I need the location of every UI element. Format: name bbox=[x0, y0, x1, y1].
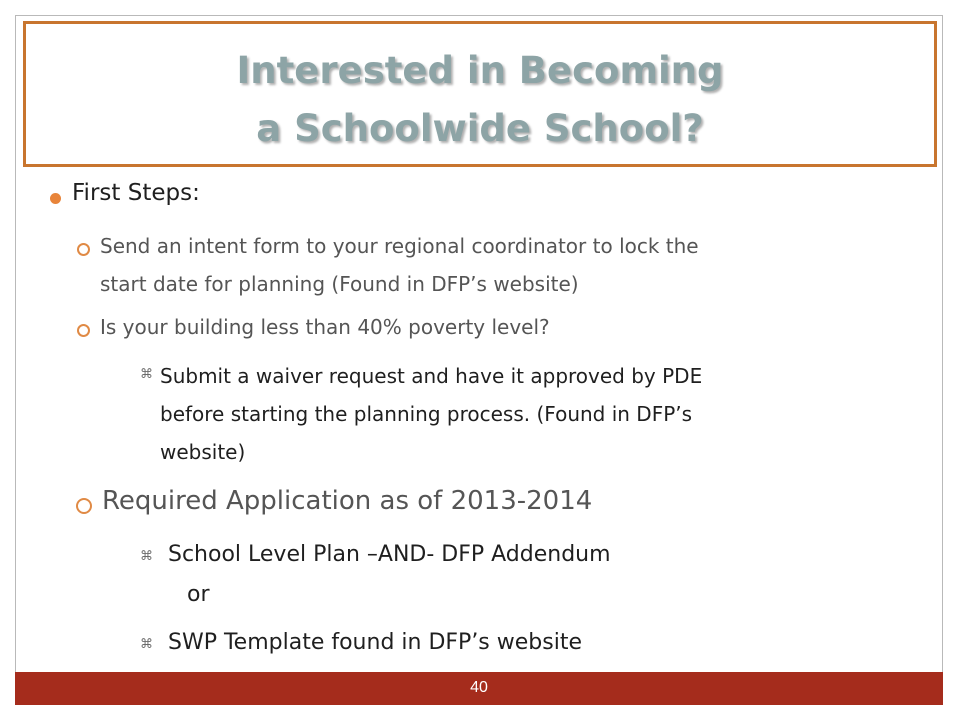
subitem-1-line-3: website) bbox=[160, 440, 246, 464]
ring-bullet-icon bbox=[76, 498, 92, 514]
item-1-line-1: Send an intent form to your regional coordinator to lock the bbox=[100, 234, 699, 258]
page-number: 40 bbox=[470, 679, 488, 696]
arrow-bullet-icon: ⌘ bbox=[140, 549, 153, 564]
title-line-2: a Schoolwide School? bbox=[256, 107, 704, 150]
item-1-line-2: start date for planning (Found in DFP’s website) bbox=[100, 272, 579, 296]
or-text: or bbox=[187, 582, 210, 607]
subitem-3: SWP Template found in DFP’s website bbox=[168, 630, 582, 655]
ring-bullet-icon bbox=[77, 243, 90, 256]
arrow-bullet-icon: ⌘ bbox=[140, 637, 153, 652]
subitem-1-line-1: Submit a waiver request and have it approved by PDE bbox=[160, 364, 703, 388]
arrow-bullet-icon: ⌘ bbox=[140, 367, 153, 382]
footer-bar bbox=[15, 672, 943, 705]
title-line-1: Interested in Becoming bbox=[236, 49, 724, 92]
bullet-dot-icon bbox=[50, 193, 61, 204]
item-2: Is your building less than 40% poverty level? bbox=[100, 315, 550, 339]
first-steps-heading: First Steps: bbox=[72, 180, 200, 206]
item-3: Required Application as of 2013-2014 bbox=[102, 486, 593, 516]
ring-bullet-icon bbox=[77, 324, 90, 337]
subitem-2: School Level Plan –AND- DFP Addendum bbox=[168, 542, 611, 567]
subitem-1-line-2: before starting the planning process. (Found in DFP’s bbox=[160, 402, 693, 426]
